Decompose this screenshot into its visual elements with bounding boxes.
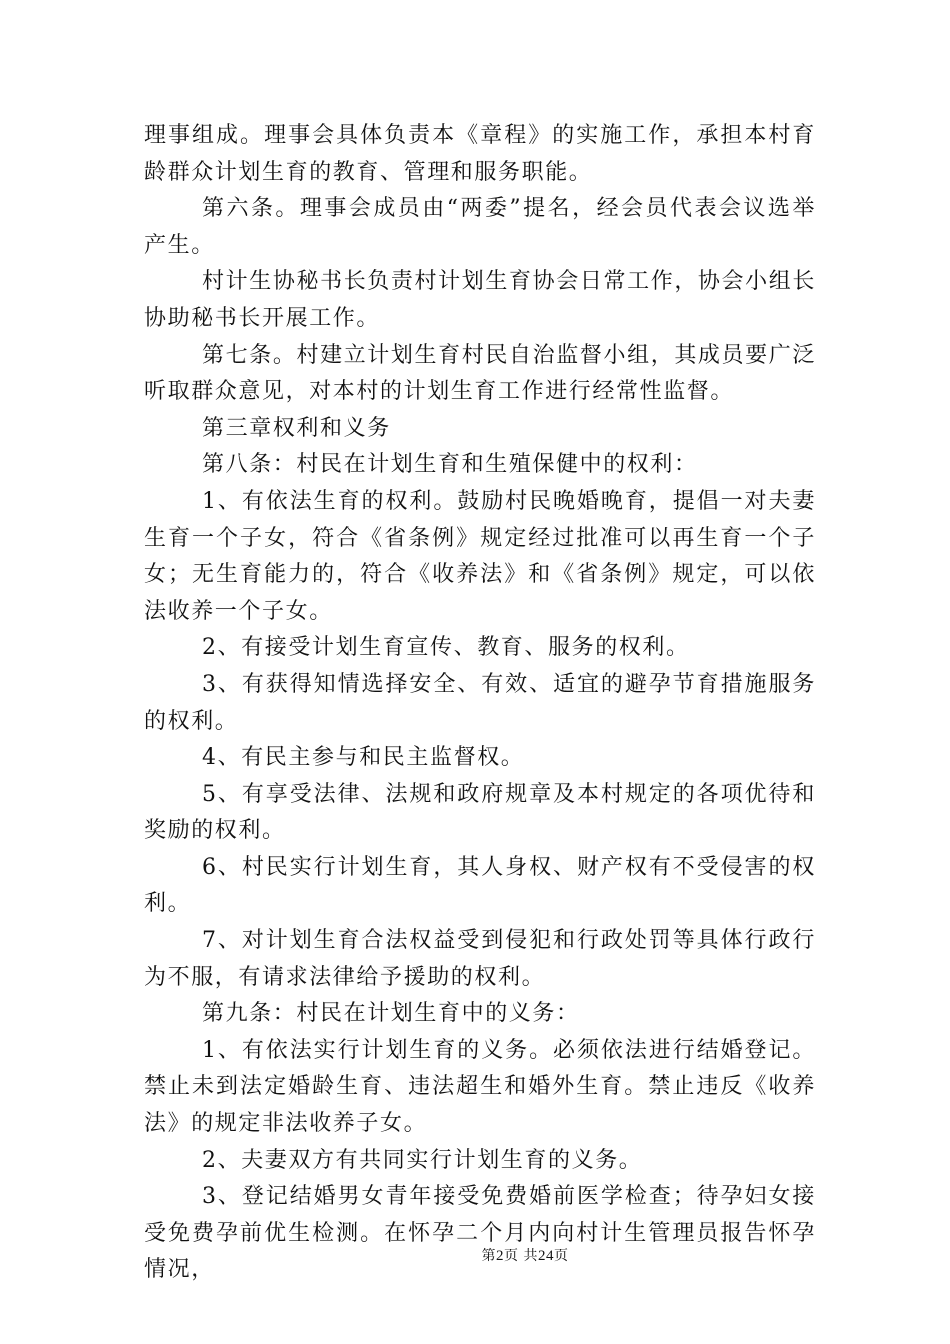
- list-item: 3、登记结婚男女青年接受免费婚前医学检查；待孕妇女接受免费孕前优生检测。在怀孕二个月内向村计生管理员报告怀孕情况，: [144, 1184, 816, 1283]
- paragraph: 第七条。村建立计划生育村民自治监督小组，其成员要广泛听取群众意见，对本村的计划生育工作进行经常性监督。: [144, 342, 816, 405]
- paragraph: 理事组成。理事会具体负责本《章程》的实施工作，承担本村育龄群众计划生育的教育、管理和服务职能。: [144, 123, 816, 185]
- list-item: 4、有民主参与和民主监督权。: [202, 745, 525, 771]
- footer-middle: 页 共: [504, 1248, 538, 1264]
- list-item: 3、有获得知情选择安全、有效、适宜的避孕节育措施服务的权利。: [144, 671, 816, 734]
- current-page-number: 2: [496, 1248, 505, 1264]
- list-item: 7、对计划生育合法权益受到侵犯和行政处罚等具体行政行为不服，有请求法律给予援助的权利。: [144, 928, 816, 990]
- footer-prefix: 第: [481, 1248, 497, 1264]
- paragraph: 村计生协秘书长负责村计划生育协会日常工作，协会小组长协助秘书长开展工作。: [144, 269, 816, 331]
- list-item: 2、有接受计划生育宣传、教育、服务的权利。: [202, 635, 690, 661]
- article-heading: 第八条：村民在计划生育和生殖保健中的权利：: [202, 452, 698, 478]
- list-item: 2、夫妻双方有共同实行计划生育的义务。: [202, 1147, 643, 1173]
- footer-suffix: 页: [553, 1248, 569, 1264]
- page-footer: [0, 1247, 950, 1265]
- document-body: [144, 118, 816, 1289]
- paragraph: 第六条。理事会成员由“两委”提名，经会员代表会议选举产生。: [144, 196, 816, 258]
- article-heading: 第九条：村民在计划生育中的义务：: [202, 1001, 580, 1027]
- chapter-heading: 第三章权利和义务: [202, 415, 391, 441]
- list-item: 6、村民实行计划生育，其人身权、财产权有不受侵害的权利。: [144, 854, 816, 917]
- list-item: 5、有享受法律、法规和政府规章及本村规定的各项优待和奖励的权利。: [144, 781, 816, 844]
- list-item: 1、有依法生育的权利。鼓励村民晚婚晚育，提倡一对夫妻生育一个子女，符合《省条例》规定经过批准可以再生育一个子女；无生育能力的，符合《收养法》和《省条例》规定，可以依法收养一个子女。: [144, 488, 816, 624]
- total-pages-number: 24: [537, 1248, 554, 1264]
- list-item: 1、有依法实行计划生育的义务。必须依法进行结婚登记。禁止未到法定婚龄生育、违法超生和婚外生育。禁止违反《收养法》的规定非法收养子女。: [144, 1037, 816, 1137]
